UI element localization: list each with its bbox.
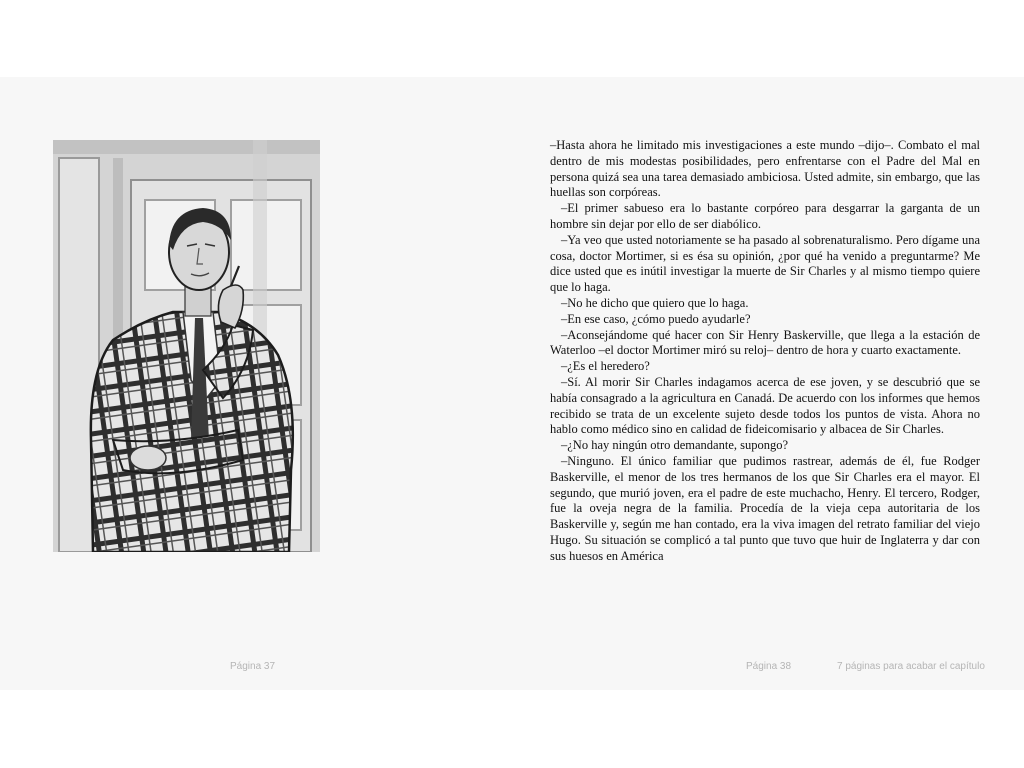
paragraph: –Aconsejándome qué hacer con Sir Henry Baskerville, que llega a la estación de Waterloo –el doctor Mortimer miró su reloj– dentro de hora y cuarto exactamente. [550, 327, 980, 358]
page-number-right: Página 38 [746, 661, 792, 672]
illustration-man-in-plaid-jacket [53, 140, 320, 552]
paragraph: –Sí. Al morir Sir Charles indagamos acerca de ese joven, y se descubrió que se había consagrado a la agricultura en Canadá. De acuerdo con los informes que hemos recibido se trata de un excelente sujeto desde todos los puntos de vista. Ahora no hablo como médico sino en calidad de fideicomisario y albacea de Sir Charles. [550, 374, 980, 437]
paragraph: –¿Es el heredero? [561, 359, 650, 374]
chapter-progress: 7 páginas para acabar el capítulo [837, 661, 985, 672]
paragraph: –Hasta ahora he limitado mis investigaciones a este mundo –dijo–. Combato el mal dentro de mis modestas posibilidades, pero enfrentarse con el Padre del Mal en persona quizá sea una tarea demasiado ambiciosa. Usted admite, sin embargo, que las huellas son corpóreas. [550, 138, 980, 200]
bottom-margin [0, 690, 1024, 768]
paragraph: –Ya veo que usted notoriamente se ha pasado al sobrenaturalismo. Pero dígame una cosa, doctor Mortimer, si es ésa su opinión, ¿por qué ha venido a preguntarme? Me dice usted que es inútil investigar la muerte de Sir Charles y al mismo tiempo quiere que lo haga. [550, 232, 980, 295]
top-margin [0, 0, 1024, 77]
paragraph: –Ninguno. El único familiar que pudimos rastrear, además de él, fue Rodger Baskerville, el menor de los tres hermanos de los que Sir Charles era el mayor. El segundo, que murió joven, era el padre de este muchacho, Henry. El tercero, Rodger, fue la oveja negra de la familia. Procedía de la vieja cepa autoritaria de los Baskerville y, según me han contado, era la viva imagen del retrato familiar del viejo Hugo. Su situación se complicó a tal punto que tuvo que huir de Inglaterra y dar con sus huesos en América [550, 453, 980, 563]
paragraph: –No he dicho que quiero que lo haga. [561, 295, 749, 310]
paragraph: –En ese caso, ¿cómo puedo ayudarle? [561, 311, 751, 326]
paragraph: –¿No hay ningún otro demandante, supongo? [561, 438, 789, 453]
page-number-left: Página 37 [230, 661, 276, 672]
page-38-text [550, 138, 980, 565]
paragraph: –El primer sabueso era lo bastante corpóreo para desgarrar la garganta de un hombre sin dejar por ello de ser diabólico. [550, 201, 980, 231]
